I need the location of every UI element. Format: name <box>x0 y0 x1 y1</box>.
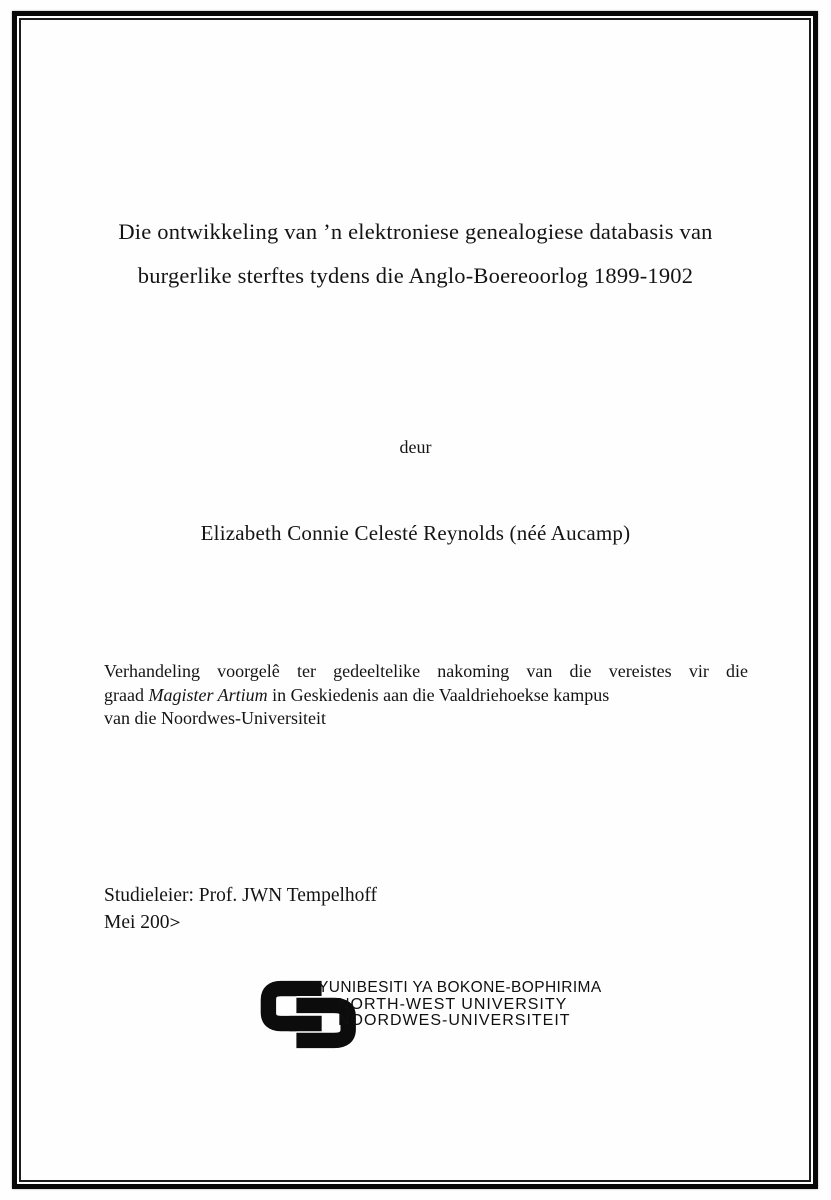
thesis-title-line-2: burgerlike sterftes tydens die Anglo-Boereoorlog 1899-1902 <box>137 263 694 288</box>
submission-statement-line-2 <box>104 684 748 708</box>
date-line <box>104 912 181 934</box>
statement-line2-prefix: graad <box>104 684 149 705</box>
logo-text-english: NORTH-WEST UNIVERSITY <box>338 995 568 1013</box>
university-logo-text <box>318 980 602 1030</box>
thesis-title <box>0 210 831 298</box>
date-prefix: Mei 200 <box>104 912 170 933</box>
logo-text-afrikaans: NOORDWES-UNIVERSITEIT <box>338 1012 571 1029</box>
statement-line2-suffix: in Geskiedenis aan die Vaaldriehoekse kampus <box>267 684 610 705</box>
date-last-digit-glyph: > <box>169 914 181 933</box>
author-name: Elizabeth Connie Celesté Reynolds (néé Aucamp) <box>200 521 631 545</box>
logo-text-setswana: YUNIBESITI YA BOKONE-BOPHIRIMA <box>318 979 602 996</box>
byline-preposition: deur <box>399 437 432 457</box>
submission-statement-line-3: van die Noordwes-Universiteit <box>104 708 326 728</box>
university-logo <box>260 976 602 1056</box>
submission-statement-line-1: Verhandeling voorgelê ter gedeeltelike nakoming van die vereistes vir die <box>104 661 748 681</box>
thesis-title-line-1: Die ontwikkeling van ’n elektroniese genealogiese databasis van <box>118 219 713 244</box>
submission-statement <box>104 660 748 731</box>
supervisor-line: Studieleier: Prof. JWN Tempelhoff <box>104 885 378 906</box>
degree-name-italic: Magister Artium <box>148 684 268 705</box>
